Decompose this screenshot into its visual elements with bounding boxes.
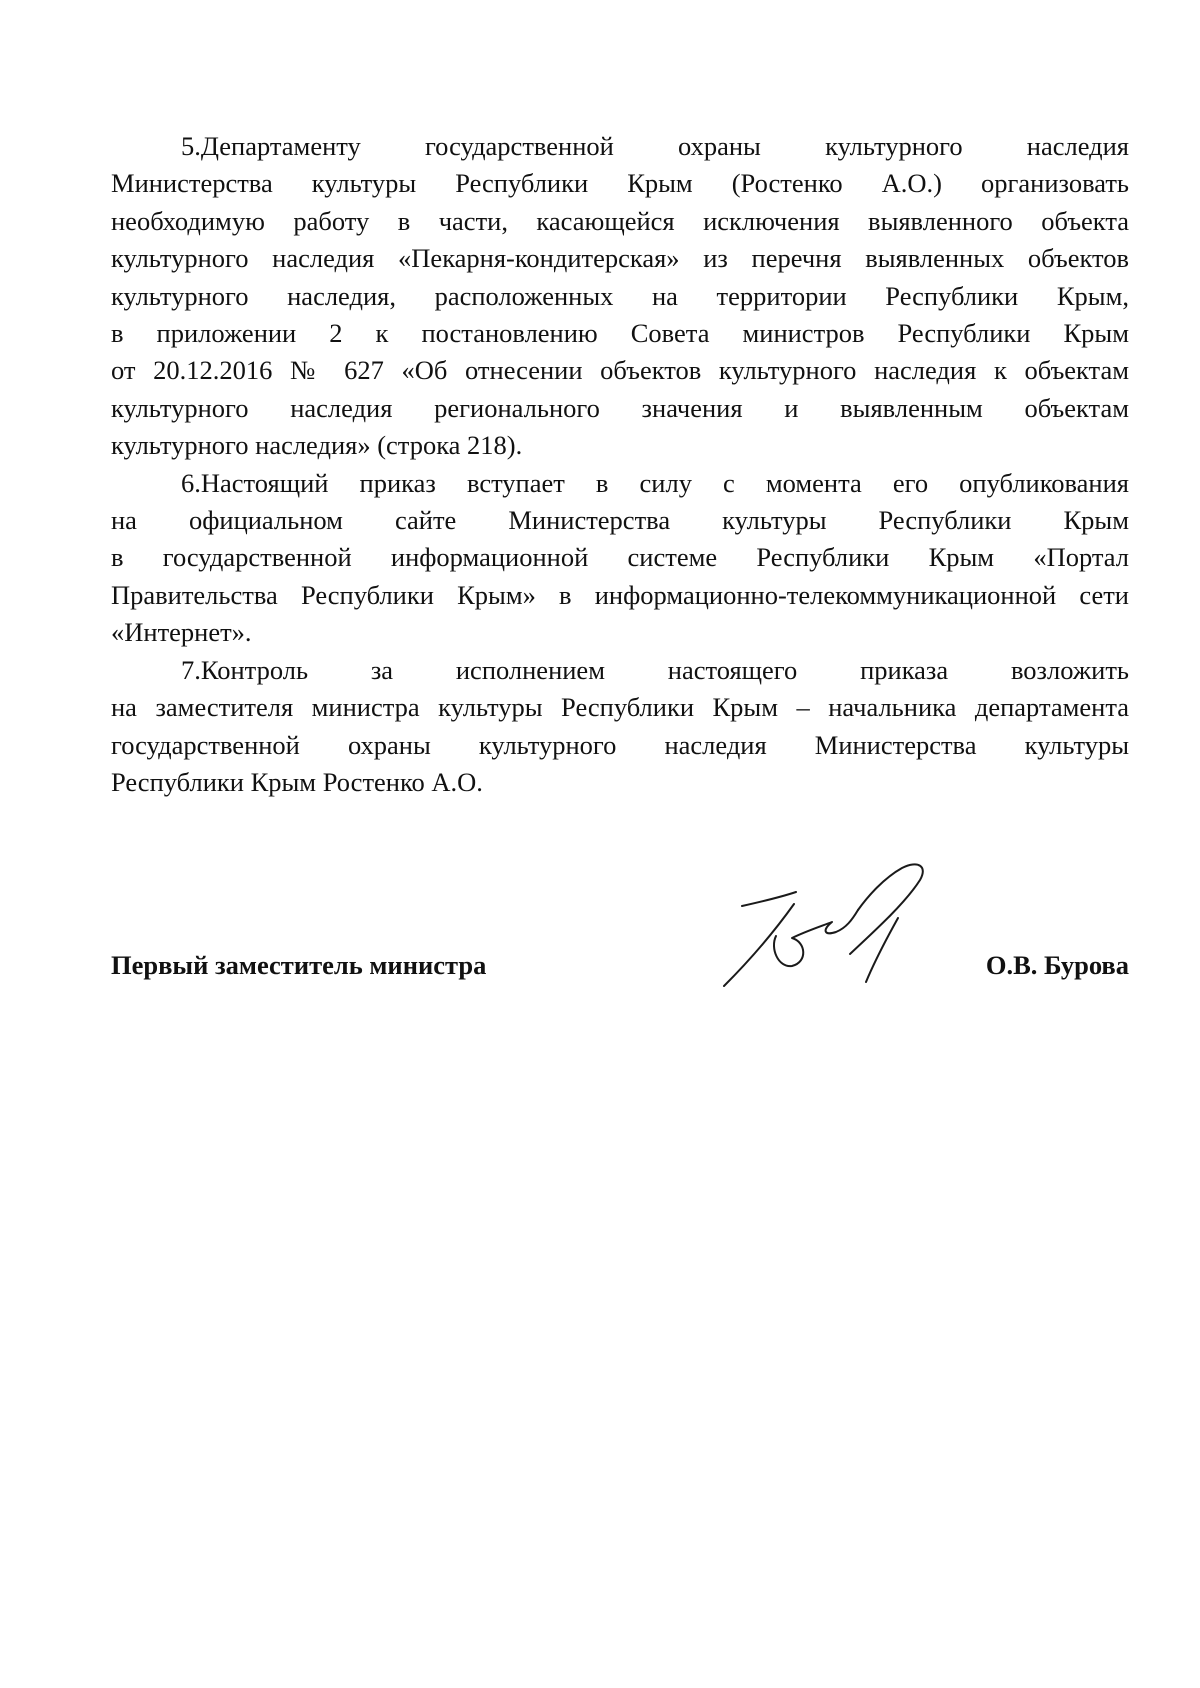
paragraph-line: в государственной информационной системе Республики Крым «Портал [111, 542, 1129, 573]
signature-block [111, 945, 1129, 985]
paragraph-line [111, 128, 1129, 165]
paragraph-line: от 20.12.2016 № 627 «Об отнесении объектов культурного наследия к объектам [111, 355, 1129, 386]
paragraph-line: «Интернет». [111, 617, 252, 648]
paragraph-line: культурного наследия «Пекарня-кондитерская» из перечня выявленных объектов [111, 243, 1129, 274]
paragraph-number: 5. [181, 131, 201, 161]
paragraph-text: Контроль за исполнением настоящего приказа возложить [200, 654, 1129, 685]
paragraph-number: 7. [181, 654, 201, 685]
paragraph-line: Правительства Республики Крым» в информационно-телекоммуникационной сети [111, 579, 1129, 610]
paragraph-line: государственной охраны культурного наследия Министерства культуры [111, 729, 1129, 760]
paragraph-line [111, 465, 1129, 502]
paragraph-text: Департаменту государственной охраны культурного наследия [200, 131, 1129, 161]
paragraph-line: на заместителя министра культуры Республики Крым – начальника департамента [111, 692, 1129, 723]
paragraph-5 [111, 128, 1129, 465]
paragraph-line: Министерства культуры Республики Крым (Ростенко А.О.) организовать [111, 168, 1129, 199]
paragraph-number: 6. [181, 467, 201, 498]
paragraph-text: Настоящий приказ вступает в силу с момента его опубликования [200, 467, 1129, 498]
paragraph-line: в приложении 2 к постановлению Совета министров Республики Крым [111, 318, 1129, 349]
paragraph-line: культурного наследия» (строка 218). [111, 430, 523, 461]
paragraph-line: Республики Крым Ростенко А.О. [111, 766, 483, 797]
signer-name: О.В. Бурова [985, 950, 1129, 980]
paragraph-line: на официальном сайте Министерства культуры Республики Крым [111, 505, 1129, 536]
paragraph-line: необходимую работу в части, касающейся исключения выявленного объекта [111, 205, 1129, 236]
document-body [111, 128, 1129, 801]
paragraph-line: культурного наследия, расположенных на территории Республики Крым, [111, 280, 1129, 311]
signer-title: Первый заместитель министра [111, 950, 487, 980]
paragraph-line [111, 652, 1129, 689]
paragraph-6 [111, 465, 1129, 652]
paragraph-7 [111, 652, 1129, 802]
paragraph-line: культурного наследия регионального значения и выявленным объектам [111, 392, 1129, 423]
